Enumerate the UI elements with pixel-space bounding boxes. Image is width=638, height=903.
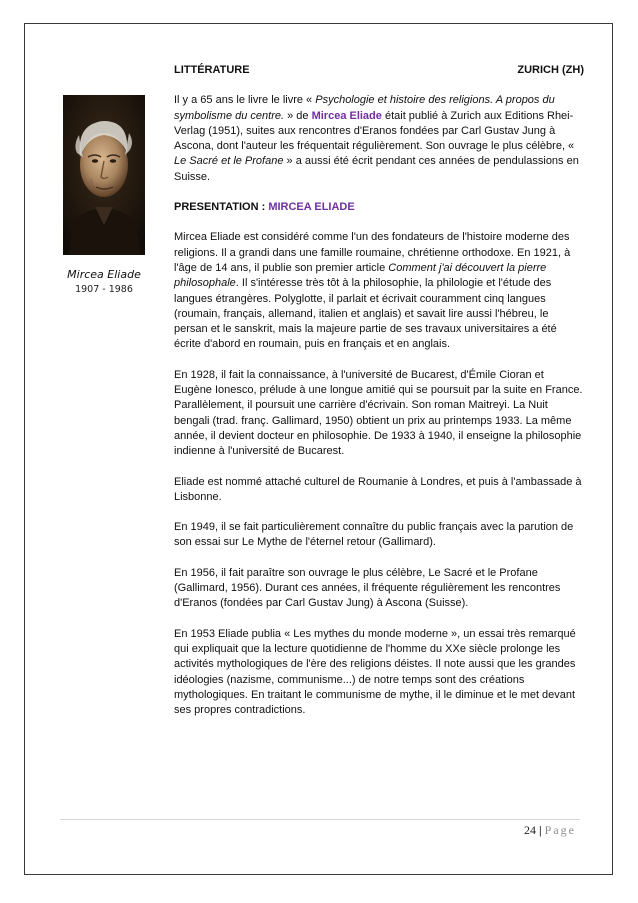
portrait-photo (63, 95, 145, 255)
paragraph-1956: En 1956, il fait paraître son ouvrage le plus célèbre, Le Sacré et le Profane (Gallimard, 1956). Durant ces années, il fréquente régulièrement les rencontres d'Eranos (fondées par Carl Gustav Jung) à Ascona (Suisse). (174, 566, 561, 610)
article-body (174, 63, 584, 733)
first-article-title: Comment j'ai découvert la pierre philosophale (174, 261, 547, 290)
paragraph-1949: En 1949, il se fait particulièrement connaître du public français avec la parution de son essai sur Le Mythe de l'éternel retour (Gallimard). (174, 521, 574, 549)
intro-paragraph (174, 93, 584, 185)
presentation-name: MIRCEA ELIADE (268, 201, 355, 214)
portrait-image (63, 95, 145, 255)
section-heading: LITTÉRATURE (174, 64, 250, 76)
paragraph-1928: En 1928, il fait la connaissance, à l'université de Bucarest, d'Émile Cioran et Eugène Ionesco, prélude à une longue amitié qui se poursuit par la suite en France. Parallèlement, il poursuit une carrière d'écrivain. Son roman Maitreyi. La Nuit bengali (trad. franç. Gallimard, 1950) obtient un prix au printemps 1933. La même année, il devient docteur en philosophie. De 1933 à 1940, il enseigne la philosophie indienne à l'université de Bucarest. (174, 368, 583, 458)
page-footer (524, 823, 576, 838)
article-header (174, 63, 584, 78)
intro-text: Il y a 65 ans le livre le livre « (174, 94, 316, 107)
paragraph-london: Eliade est nommé attaché culturel de Roumanie à Londres, et puis à l'ambassade à Lisbonne. (174, 475, 582, 503)
page-separator: | (539, 823, 542, 837)
intro-text: » a aussi été écrit pendant ces années de pendulassions en Suisse. (174, 155, 579, 183)
page-number: 24 (524, 823, 537, 837)
book-title: Psychologie et histoire des religions. A propos du symbolisme du centre. (174, 94, 555, 122)
photo-caption-dates: 1907 - 1986 (75, 284, 133, 295)
presentation-heading (174, 200, 584, 215)
intro-text: » de (284, 109, 312, 122)
paragraph-1953: En 1953 Eliade publia « Les mythes du monde moderne », un essai très remarqué qui expliquait que la lecture quotidienne de l'homme du XXe siècle prolonge les activités mythologiques de l'ère des religions déistes. Il note aussi que les grandes idéologies (nazisme, communisme...) de notre temps sont des créations mythologiques. En traitant le communisme de mythe, il le diminue et le met devant ses propres contradictions. (174, 627, 576, 717)
intro-text: était publié à Zurich aux Editions Rhei-Verlag (1951), suites aux rencontres d'Eranos fondées par Carl Gustav Jung à Ascona, dont l'auteur les fréquentait régulièrement. Son ouvrage le plus célèbre, « (174, 109, 575, 153)
biography-paragraph (174, 230, 584, 352)
bio-text: . Il s'intéresse très tôt à la philosophie, la philologie et l'étude des langues étrangères. Polyglotte, il parlait et écrivait couramment cinq langues (roumain, français, allemand, italien et anglais) et savait lire aussi l'hébreu, le persan et le sanskrit, mais la majeure partie de ses travaux universitaires a été écrite d'abord en roumain, puis en français et en anglais. (174, 277, 557, 351)
footer-divider (60, 819, 580, 820)
location-heading: ZURICH (ZH) (517, 64, 584, 76)
presentation-label: PRESENTATION : (174, 201, 269, 214)
bio-text: Mircea Eliade est considéré comme l'un des fondateurs de l'histoire moderne des religions. Il a grandi dans une famille roumaine, chrétienne orthodoxe. En 1921, à l'âge de 14 ans, il publie son premier article (174, 231, 571, 274)
famous-work-title: Le Sacré et le Profane (174, 155, 284, 168)
page-label: Page (544, 823, 576, 837)
photo-caption-name: Mircea Eliade (67, 268, 141, 281)
author-name-highlight: Mircea Eliade (311, 109, 382, 122)
